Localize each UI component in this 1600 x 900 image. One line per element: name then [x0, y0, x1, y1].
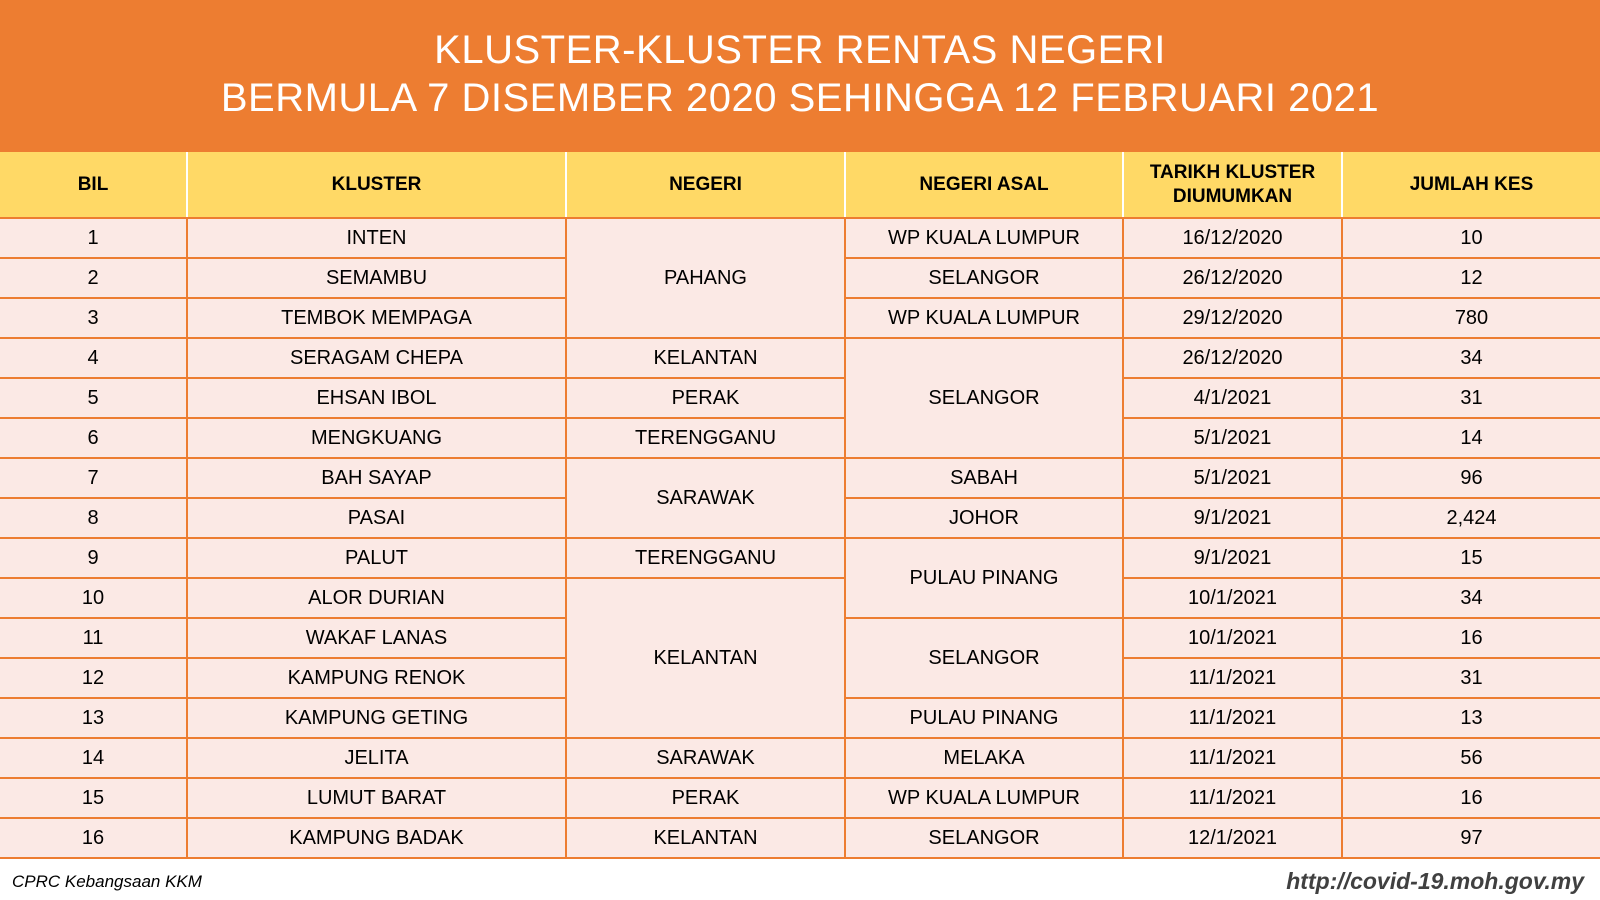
- cluster-table: [0, 152, 1600, 859]
- cell-bil: 7: [0, 458, 187, 498]
- cell-bil: 2: [0, 258, 187, 298]
- cell-tarikh: 11/1/2021: [1123, 738, 1342, 778]
- cell-jumlah-kes: 16: [1342, 618, 1600, 658]
- cell-negeri-asal: WP KUALA LUMPUR: [845, 218, 1123, 258]
- cell-bil: 15: [0, 778, 187, 818]
- cell-jumlah-kes: 31: [1342, 378, 1600, 418]
- cell-negeri: TERENGGANU: [566, 538, 845, 578]
- table-row: [0, 418, 1600, 458]
- cell-jumlah-kes: 97: [1342, 818, 1600, 858]
- cell-jumlah-kes: 780: [1342, 298, 1600, 338]
- cell-bil: 9: [0, 538, 187, 578]
- cell-negeri-asal: JOHOR: [845, 498, 1123, 538]
- cell-bil: 11: [0, 618, 187, 658]
- cell-tarikh: 29/12/2020: [1123, 298, 1342, 338]
- cell-negeri-asal: WP KUALA LUMPUR: [845, 778, 1123, 818]
- title-banner: [0, 0, 1600, 152]
- cell-jumlah-kes: 34: [1342, 338, 1600, 378]
- cell-jumlah-kes: 16: [1342, 778, 1600, 818]
- cell-negeri-asal: MELAKA: [845, 738, 1123, 778]
- cell-tarikh: 9/1/2021: [1123, 538, 1342, 578]
- table-row: [0, 538, 1600, 578]
- table-row: [0, 338, 1600, 378]
- cell-jumlah-kes: 56: [1342, 738, 1600, 778]
- cell-jumlah-kes: 15: [1342, 538, 1600, 578]
- cell-bil: 12: [0, 658, 187, 698]
- column-header-kluster: KLUSTER: [187, 152, 566, 218]
- cell-negeri-asal: SELANGOR: [845, 258, 1123, 298]
- cell-jumlah-kes: 2,424: [1342, 498, 1600, 538]
- cell-jumlah-kes: 12: [1342, 258, 1600, 298]
- cell-kluster: SEMAMBU: [187, 258, 566, 298]
- column-header-negeri-asal: NEGERI ASAL: [845, 152, 1123, 218]
- cell-tarikh: 11/1/2021: [1123, 778, 1342, 818]
- cell-negeri-asal: SELANGOR: [845, 338, 1123, 458]
- cell-kluster: WAKAF LANAS: [187, 618, 566, 658]
- cell-negeri: PERAK: [566, 378, 845, 418]
- column-header-bil: BIL: [0, 152, 187, 218]
- cell-bil: 10: [0, 578, 187, 618]
- cell-tarikh: 16/12/2020: [1123, 218, 1342, 258]
- cell-tarikh: 10/1/2021: [1123, 578, 1342, 618]
- cell-negeri: KELANTAN: [566, 818, 845, 858]
- cell-kluster: TEMBOK MEMPAGA: [187, 298, 566, 338]
- cell-kluster: KAMPUNG BADAK: [187, 818, 566, 858]
- cell-bil: 4: [0, 338, 187, 378]
- cell-negeri: PAHANG: [566, 218, 845, 338]
- cell-kluster: EHSAN IBOL: [187, 378, 566, 418]
- cell-negeri: KELANTAN: [566, 338, 845, 378]
- source-credit: CPRC Kebangsaan KKM: [12, 872, 202, 891]
- title-line-1: KLUSTER-KLUSTER RENTAS NEGERI: [434, 28, 1166, 72]
- cell-kluster: SERAGAM CHEPA: [187, 338, 566, 378]
- cell-negeri-asal: SABAH: [845, 458, 1123, 498]
- cell-kluster: KAMPUNG RENOK: [187, 658, 566, 698]
- cell-jumlah-kes: 10: [1342, 218, 1600, 258]
- cell-jumlah-kes: 96: [1342, 458, 1600, 498]
- cell-negeri: KELANTAN: [566, 578, 845, 738]
- cell-bil: 5: [0, 378, 187, 418]
- table-row: [0, 578, 1600, 618]
- column-header-jumlah-kes: JUMLAH KES: [1342, 152, 1600, 218]
- cell-bil: 14: [0, 738, 187, 778]
- column-header-tarikh: [1123, 152, 1342, 218]
- title-line-2: BERMULA 7 DISEMBER 2020 SEHINGGA 12 FEBRUARI 2021: [220, 76, 1380, 120]
- cell-tarikh: 5/1/2021: [1123, 418, 1342, 458]
- cell-tarikh: 26/12/2020: [1123, 258, 1342, 298]
- cell-tarikh: 26/12/2020: [1123, 338, 1342, 378]
- cell-kluster: MENGKUANG: [187, 418, 566, 458]
- cell-tarikh: 11/1/2021: [1123, 658, 1342, 698]
- column-header-negeri: NEGERI: [566, 152, 845, 218]
- cell-negeri: SARAWAK: [566, 458, 845, 538]
- cell-negeri-asal: WP KUALA LUMPUR: [845, 298, 1123, 338]
- cell-tarikh: 12/1/2021: [1123, 818, 1342, 858]
- source-url: http://covid-19.moh.gov.my: [1286, 868, 1584, 894]
- cell-kluster: BAH SAYAP: [187, 458, 566, 498]
- column-header-tarikh-line2: DIUMUMKAN: [1172, 185, 1293, 207]
- cell-kluster: PASAI: [187, 498, 566, 538]
- table-header-row: [0, 152, 1600, 218]
- table-row: [0, 778, 1600, 818]
- column-header-tarikh-line1: TARIKH KLUSTER: [1149, 161, 1316, 183]
- table-row: [0, 218, 1600, 258]
- cell-bil: 6: [0, 418, 187, 458]
- cell-jumlah-kes: 13: [1342, 698, 1600, 738]
- table-row: [0, 458, 1600, 498]
- cell-tarikh: 11/1/2021: [1123, 698, 1342, 738]
- cell-kluster: JELITA: [187, 738, 566, 778]
- cell-tarikh: 9/1/2021: [1123, 498, 1342, 538]
- cell-negeri: PERAK: [566, 778, 845, 818]
- cell-negeri-asal: PULAU PINANG: [845, 698, 1123, 738]
- cell-tarikh: 5/1/2021: [1123, 458, 1342, 498]
- table-row: [0, 378, 1600, 418]
- cell-kluster: PALUT: [187, 538, 566, 578]
- cell-bil: 8: [0, 498, 187, 538]
- cell-bil: 16: [0, 818, 187, 858]
- cell-bil: 13: [0, 698, 187, 738]
- table-row: [0, 738, 1600, 778]
- cell-kluster: LUMUT BARAT: [187, 778, 566, 818]
- cell-kluster: ALOR DURIAN: [187, 578, 566, 618]
- table-row: [0, 818, 1600, 858]
- cell-kluster: KAMPUNG GETING: [187, 698, 566, 738]
- cell-jumlah-kes: 14: [1342, 418, 1600, 458]
- cell-negeri: SARAWAK: [566, 738, 845, 778]
- cell-kluster: INTEN: [187, 218, 566, 258]
- cell-jumlah-kes: 31: [1342, 658, 1600, 698]
- cell-negeri-asal: SELANGOR: [845, 818, 1123, 858]
- cell-negeri-asal: PULAU PINANG: [845, 538, 1123, 618]
- cell-negeri-asal: SELANGOR: [845, 618, 1123, 698]
- cell-tarikh: 4/1/2021: [1123, 378, 1342, 418]
- cell-bil: 3: [0, 298, 187, 338]
- cell-bil: 1: [0, 218, 187, 258]
- cell-tarikh: 10/1/2021: [1123, 618, 1342, 658]
- cell-negeri: TERENGGANU: [566, 418, 845, 458]
- cell-jumlah-kes: 34: [1342, 578, 1600, 618]
